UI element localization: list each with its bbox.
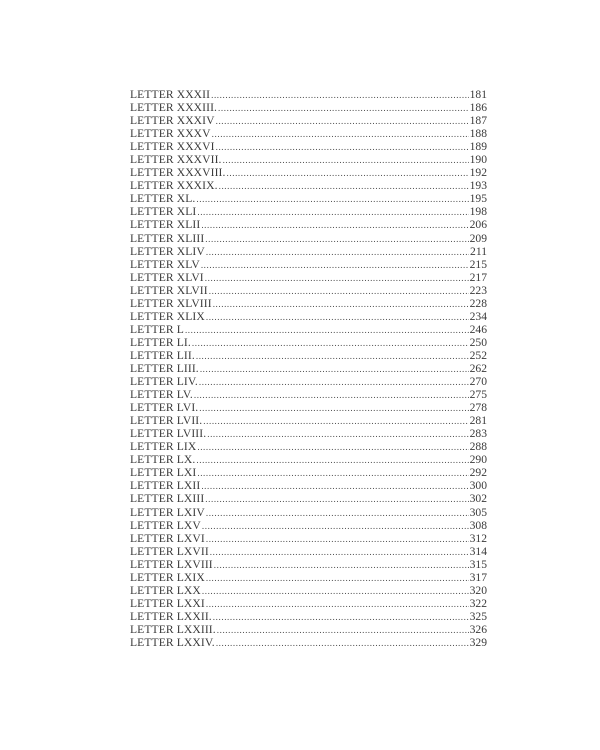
toc-entry-title: LETTER LXVI [130,531,205,545]
toc-entry-page-number: 312 [469,531,487,545]
toc-entry-page-number: 209 [469,231,487,245]
toc-dot-leader [206,246,469,258]
toc-entry [130,205,487,218]
toc-entry-page-number: 292 [469,466,487,480]
toc-dot-leader [192,337,469,349]
toc-entry-page-number: 302 [469,492,487,506]
toc-entry [130,414,487,427]
toc-entry-title: LETTER LXII [130,479,201,493]
toc-entry [130,258,487,271]
toc-entry-title: LETTER XLVI [130,270,204,284]
toc-entry-title: LETTER LXXIII. [130,622,216,636]
toc-dot-leader [219,180,469,192]
toc-dot-leader [206,311,469,323]
toc-entry [130,297,487,310]
toc-entry [130,623,487,636]
toc-dot-leader [216,115,469,127]
toc-entry [130,492,487,505]
toc-entry [130,153,487,166]
toc-dot-leader [202,585,469,597]
toc-entry-page-number: 278 [469,401,487,415]
toc-entry-title: LETTER XXXIX. [130,179,218,193]
toc-entry [130,506,487,519]
toc-entry-title: LETTER XXXV [130,127,211,141]
toc-entry-title: LETTER LXVIII [130,557,213,571]
toc-dot-leader [211,89,469,101]
toc-dot-leader [196,193,468,205]
toc-entry-title: LETTER LIII. [130,361,199,375]
toc-entry-title: LETTER LXV [130,518,201,532]
toc-entry-title: LETTER XXXVIII. [130,166,226,180]
toc-entry [130,610,487,623]
toc-dot-leader [205,272,469,284]
toc-entry-page-number: 325 [469,609,487,623]
toc-dot-leader [216,141,469,153]
toc-dot-leader [199,402,468,414]
toc-entry [130,310,487,323]
toc-entry-title: LETTER XLII [130,218,201,232]
toc-entry-page-number: 262 [469,361,487,375]
toc-entry-title: LETTER XLI [130,205,197,219]
toc-entry-title: LETTER LVIII. [130,427,207,441]
toc-entry-page-number: 329 [469,635,487,649]
toc-entry [130,179,487,192]
toc-dot-leader [203,415,468,427]
toc-entry-page-number: 190 [469,153,487,167]
toc-entry-page-number: 326 [469,622,487,636]
toc-entry-page-number: 195 [469,192,487,206]
toc-dot-leader [216,637,469,649]
toc-dot-leader [201,219,468,231]
toc-entry-page-number: 275 [469,388,487,402]
toc-entry [130,140,487,153]
toc-entry-page-number: 250 [469,335,487,349]
toc-entry [130,388,487,401]
toc-entry-page-number: 314 [469,544,487,558]
toc-entry [130,427,487,440]
toc-entry-title: LETTER XXXII [130,88,211,101]
toc-entry-page-number: 317 [469,570,487,584]
toc-entry-title: LETTER LX. [130,453,196,467]
toc-entry-title: LETTER XXXIV [130,114,215,128]
toc-entry-page-number: 322 [469,596,487,610]
toc-dot-leader [205,493,468,505]
toc-entry [130,636,487,649]
toc-entry-title: LETTER LII. [130,348,195,362]
toc-entry-page-number: 186 [469,101,487,115]
toc-entry-title: LETTER XXXVII. [130,153,222,167]
toc-entry [130,545,487,558]
toc-dot-leader [185,324,469,336]
toc-entry [130,232,487,245]
toc-entry-page-number: 188 [469,127,487,141]
toc-entry-title: LETTER LXIX [130,570,205,584]
toc-entry-title: LETTER LIV. [130,375,198,389]
toc-entry-title: LETTER LXXI [130,596,205,610]
toc-entry-title: LETTER XXXIII. [130,101,218,115]
toc-entry-page-number: 315 [469,557,487,571]
toc-dot-leader [214,559,469,571]
toc-entry-title: LETTER XLVII [130,283,208,297]
toc-dot-leader [223,154,469,166]
toc-entry-title: LETTER LIX [130,440,197,454]
toc-entry-page-number: 217 [469,270,487,284]
toc-dot-leader [196,454,468,466]
toc-entry [130,440,487,453]
toc-entry [130,284,487,297]
toc-entry-title: LETTER LV. [130,388,193,402]
toc-entry-title: LETTER XLIV [130,244,205,258]
toc-entry [130,114,487,127]
toc-entry-page-number: 252 [469,348,487,362]
toc-dot-leader [207,428,468,440]
toc-entry [130,479,487,492]
toc-entry [130,375,487,388]
toc-entry [130,245,487,258]
toc-entry [130,597,487,610]
toc-entry-page-number: 270 [469,375,487,389]
toc-dot-leader [206,507,469,519]
toc-entry [130,362,487,375]
toc-entry-page-number: 215 [469,257,487,271]
toc-entry-title: LETTER LVI. [130,401,199,415]
toc-entry [130,453,487,466]
toc-entry-title: LETTER LI. [130,335,191,349]
table-of-contents [130,88,487,649]
toc-dot-leader [205,233,468,245]
toc-entry [130,127,487,140]
toc-entry [130,519,487,532]
toc-entry [130,584,487,597]
toc-dot-leader [210,546,469,558]
toc-dot-leader [206,598,469,610]
toc-entry [130,558,487,571]
toc-entry-page-number: 193 [469,179,487,193]
toc-entry-title: LETTER LXI [130,466,197,480]
toc-dot-leader [194,389,469,401]
toc-entry [130,192,487,205]
toc-entry-page-number: 228 [469,296,487,310]
toc-entry-page-number: 181 [469,88,487,101]
toc-entry [130,218,487,231]
toc-dot-leader [213,611,469,623]
toc-dot-leader [197,467,468,479]
toc-dot-leader [201,480,468,492]
toc-entry-page-number: 198 [469,205,487,219]
toc-dot-leader [201,259,469,271]
toc-entry-page-number: 189 [469,140,487,154]
toc-dot-leader [212,128,469,140]
toc-dot-leader [197,441,468,453]
toc-entry [130,88,487,101]
toc-dot-leader [209,285,469,297]
toc-dot-leader [202,520,469,532]
toc-entry [130,532,487,545]
toc-entry [130,166,487,179]
toc-entry [130,323,487,336]
toc-entry-page-number: 211 [470,244,487,258]
toc-entry-page-number: 246 [469,322,487,336]
toc-entry-title: LETTER XLIII [130,231,205,245]
toc-entry-page-number: 290 [469,453,487,467]
toc-entry-title: LETTER LXVII [130,544,209,558]
toc-entry-page-number: 192 [469,166,487,180]
toc-dot-leader [200,363,469,375]
toc-entry-page-number: 281 [469,414,487,428]
toc-entry [130,101,487,114]
toc-entry [130,349,487,362]
toc-entry-page-number: 223 [469,283,487,297]
toc-entry-page-number: 283 [469,427,487,441]
toc-entry-title: LETTER XLV [130,257,200,271]
toc-entry-title: LETTER LXIV [130,505,205,519]
toc-dot-leader [227,167,469,179]
toc-dot-leader [213,298,469,310]
toc-entry [130,571,487,584]
toc-entry-page-number: 206 [469,218,487,232]
toc-entry-title: LETTER XLIX [130,309,205,323]
toc-entry-page-number: 308 [469,518,487,532]
toc-entry-page-number: 234 [469,309,487,323]
toc-entry-title: LETTER XXXVI [130,140,215,154]
toc-entry [130,336,487,349]
toc-entry-title: LETTER LXXII. [130,609,212,623]
toc-dot-leader [197,206,468,218]
toc-entry-title: LETTER LXIII [130,492,205,506]
toc-entry [130,466,487,479]
toc-dot-leader [196,350,469,362]
toc-entry-title: LETTER LXX [130,583,201,597]
toc-entry-page-number: 305 [469,505,487,519]
toc-dot-leader [218,102,469,114]
toc-entry-page-number: 300 [469,479,487,493]
toc-entry-page-number: 187 [469,114,487,128]
toc-entry-page-number: 288 [469,440,487,454]
toc-entry-title: LETTER XL. [130,192,196,206]
toc-dot-leader [206,533,469,545]
toc-entry [130,271,487,284]
toc-dot-leader [217,624,469,636]
toc-entry-title: LETTER LVII. [130,414,203,428]
toc-entry-title: LETTER LXXIV. [130,635,215,649]
toc-dot-leader [199,376,469,388]
toc-entry-page-number: 320 [469,583,487,597]
toc-entry-title: LETTER L [130,322,184,336]
toc-entry [130,401,487,414]
toc-dot-leader [206,572,469,584]
toc-entry-title: LETTER XLVIII [130,296,212,310]
